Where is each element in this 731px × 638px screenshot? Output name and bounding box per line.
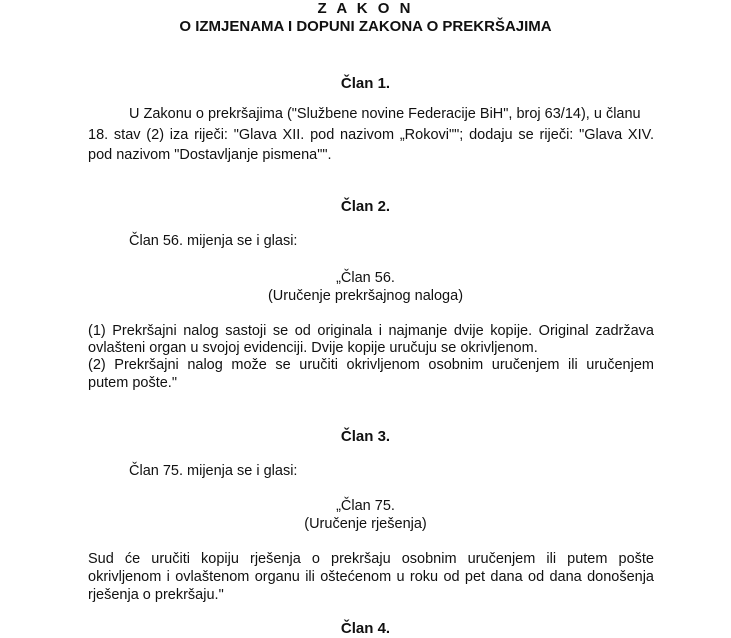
article-2-intro: Član 56. mijenja se i glasi: [129, 233, 298, 249]
article-2-p1-line-2: ovlašteni organ u svojoj evidenciji. Dvije kopije uručuju se okrivljenom. [88, 340, 538, 356]
article-3-p1-line-2: okrivljenom i ovlaštenom organu ili oštećenom u roku od pet dana od dana donošenja [88, 569, 654, 585]
article-3-p1-line-3: rješenja o prekršaju." [88, 587, 224, 603]
article-3-quoted-title: „Član 75. [336, 498, 395, 514]
article-1-heading: Član 1. [340, 75, 391, 92]
law-title: Z A K O N [317, 0, 414, 17]
article-3-heading: Član 3. [340, 428, 391, 445]
law-subtitle: O IZMJENAMA I DOPUNI ZAKONA O PREKRŠAJIMA [179, 18, 552, 35]
article-4-heading: Član 4. [340, 620, 391, 637]
article-2-p2-line-2: putem pošte." [88, 375, 177, 391]
article-3-quoted-subtitle: (Uručenje rješenja) [304, 516, 427, 532]
article-2-p2-line-1: (2) Prekršajni nalog može se uručiti okrivljenom osobnim uručenjem ili uručenjem [88, 357, 654, 373]
article-2-p1-line-1: (1) Prekršajni nalog sastoji se od originala i najmanje dvije kopije. Original zadržava [88, 323, 654, 339]
article-2-heading: Član 2. [340, 198, 391, 215]
article-3-intro: Član 75. mijenja se i glasi: [129, 463, 298, 479]
article-1-line-1: U Zakonu o prekršajima ("Službene novine Federacije BiH", broj 63/14), u članu [129, 106, 641, 122]
article-1-line-3: pod nazivom "Dostavljanje pismena"". [88, 147, 332, 163]
article-2-quoted-subtitle: (Uručenje prekršajnog naloga) [267, 288, 464, 304]
article-2-quoted-title: „Član 56. [336, 270, 395, 286]
article-1-line-2: 18. stav (2) iza riječi: "Glava XII. pod nazivom „Rokovi""; dodaju se riječi: "Glava XIV. [88, 127, 654, 143]
article-3-p1-line-1: Sud će uručiti kopiju rješenja o prekršaju osobnim uručenjem ili putem pošte [88, 551, 654, 567]
